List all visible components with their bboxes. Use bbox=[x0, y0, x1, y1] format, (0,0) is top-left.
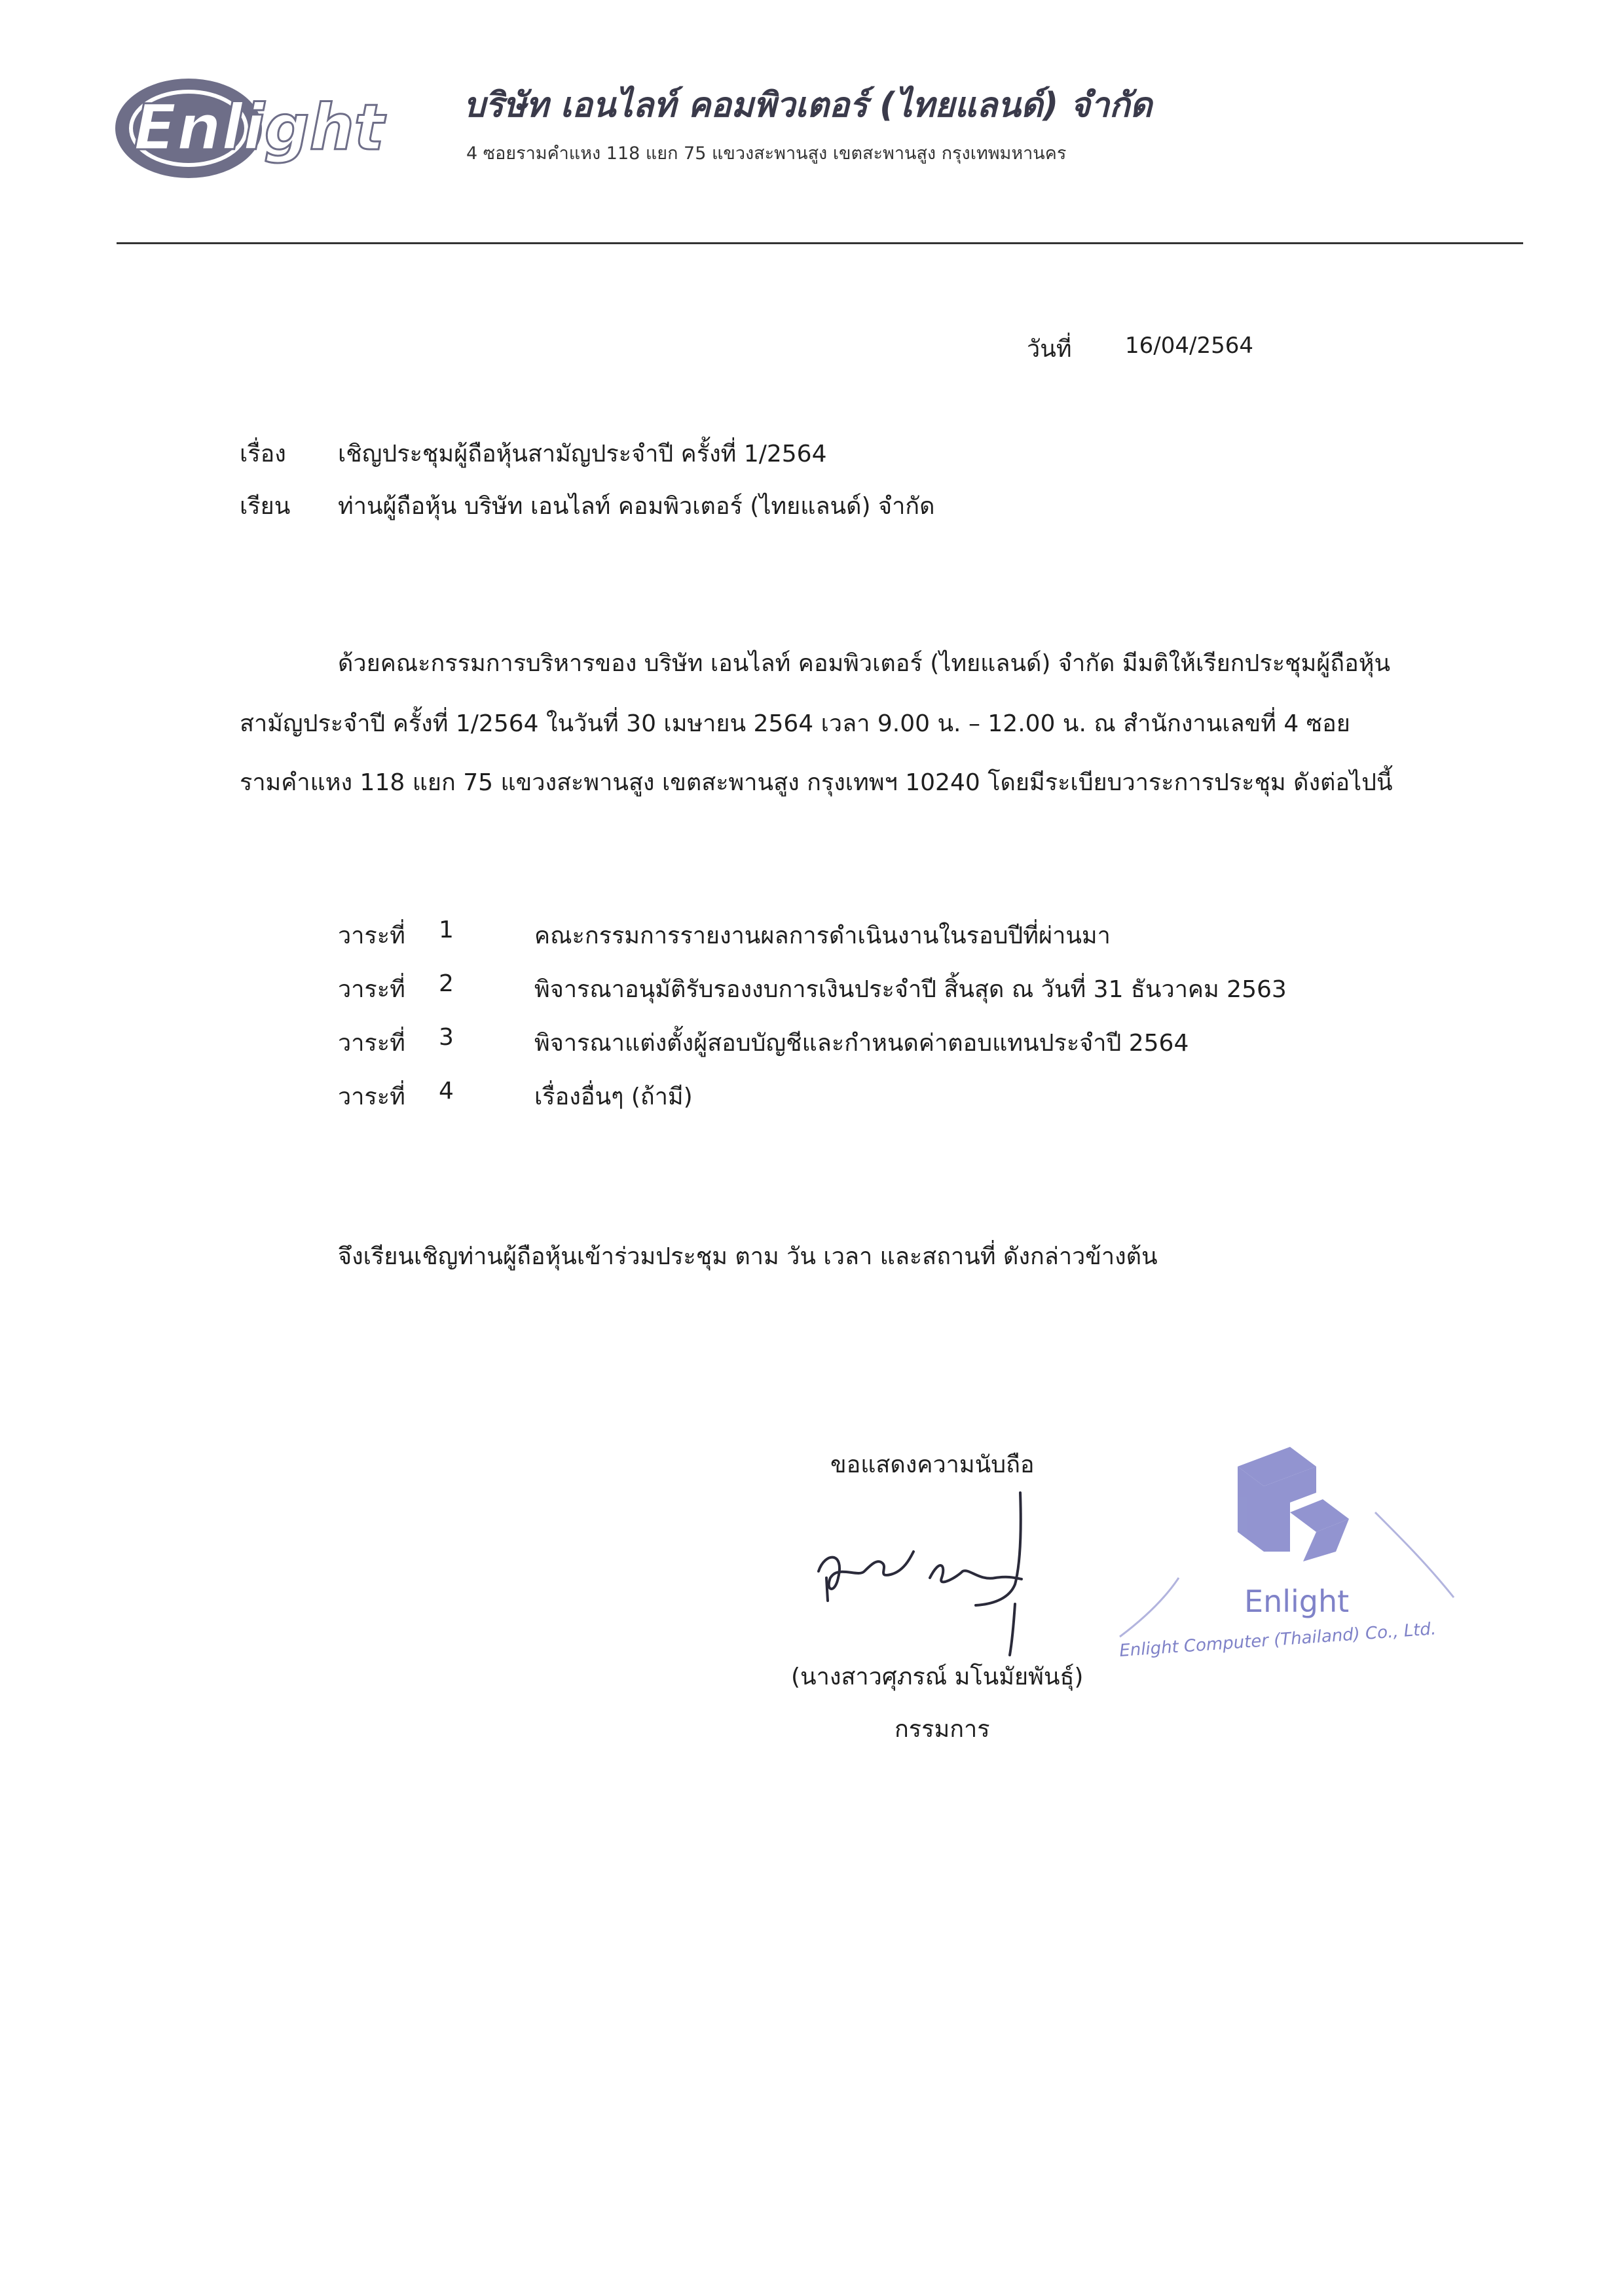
body-line: รามคำแหง 118 แยก 75 แขวงสะพานสูง เขตสะพานสูง กรุงเทพฯ 10240 โดยมีระเบียบวาระการประชุม ดังต่อไปนี้ bbox=[240, 769, 1393, 796]
agenda-text: คณะกรรมการรายงานผลการดำเนินงานในรอบปีที่ผ่านมา bbox=[534, 922, 1111, 949]
recipient-label: เรียน bbox=[240, 493, 291, 520]
stamp-brand: Enlight bbox=[1244, 1584, 1350, 1619]
agenda-label: วาระที่ bbox=[338, 1030, 405, 1057]
date-value: 16/04/2564 bbox=[1125, 333, 1253, 359]
recipient-value: ท่านผู้ถือหุ้น บริษัท เอนไลท์ คอมพิวเตอร์ (ไทยแลนด์) จำกัด bbox=[338, 493, 935, 520]
signer-title: กรรมการ bbox=[895, 1716, 990, 1743]
agenda-number: 4 bbox=[439, 1078, 454, 1104]
company-address: 4 ซอยรามคำแหง 118 แยก 75 แขวงสะพานสูง เขตสะพานสูง กรุงเทพมหานคร bbox=[466, 143, 1067, 164]
regards-text: ขอแสดงความนับถือ bbox=[830, 1451, 1035, 1478]
stamp-company: Enlight Computer (Thailand) Co., Ltd. bbox=[1118, 1619, 1437, 1661]
subject-value: เชิญประชุมผู้ถือหุ้นสามัญประจำปี ครั้งที่ 1/2564 bbox=[338, 441, 827, 467]
agenda-label: วาระที่ bbox=[338, 922, 405, 949]
subject-label: เรื่อง bbox=[240, 441, 286, 467]
agenda-text: พิจารณาแต่งตั้งผู้สอบบัญชีและกำหนดค่าตอบแทนประจำปี 2564 bbox=[534, 1030, 1189, 1057]
header-divider bbox=[117, 242, 1523, 244]
company-stamp bbox=[1100, 1440, 1467, 1676]
closing-sentence: จึงเรียนเชิญท่านผู้ถือหุ้นเข้าร่วมประชุม ตาม วัน เวลา และสถานที่ ดังกล่าวข้างต้น bbox=[338, 1243, 1158, 1270]
agenda-number: 2 bbox=[439, 970, 454, 997]
body-line: สามัญประจำปี ครั้งที่ 1/2564 ในวันที่ 30 เมษายน 2564 เวลา 9.00 น. – 12.00 น. ณ สำนักงานเลขที่ 4 ซอย bbox=[240, 710, 1350, 737]
company-name: บริษัท เอนไลท์ คอมพิวเตอร์ (ไทยแลนด์) จำกัด bbox=[464, 86, 1153, 125]
agenda-label: วาระที่ bbox=[338, 1084, 405, 1110]
body-line: ด้วยคณะกรรมการบริหารของ บริษัท เอนไลท์ คอมพิวเตอร์ (ไทยแลนด์) จำกัด มีมติให้เรียกประชุมผู้ถือหุ้น bbox=[338, 650, 1391, 677]
logo-text: Enlight bbox=[134, 91, 384, 164]
agenda-text: พิจารณาอนุมัติรับรองงบการเงินประจำปี สิ้นสุด ณ วันที่ 31 ธันวาคม 2563 bbox=[534, 976, 1287, 1003]
agenda-number: 1 bbox=[439, 917, 454, 943]
agenda-text: เรื่องอื่นๆ (ถ้ามี) bbox=[534, 1084, 693, 1110]
handwritten-signature bbox=[799, 1480, 1074, 1656]
signer-name: (นางสาวศุภรณ์ มโนมัยพันธุ์) bbox=[791, 1664, 1084, 1690]
enlight-logo bbox=[110, 71, 437, 185]
agenda-label: วาระที่ bbox=[338, 976, 405, 1003]
agenda-number: 3 bbox=[439, 1024, 454, 1051]
date-label: วันที่ bbox=[1027, 336, 1072, 363]
